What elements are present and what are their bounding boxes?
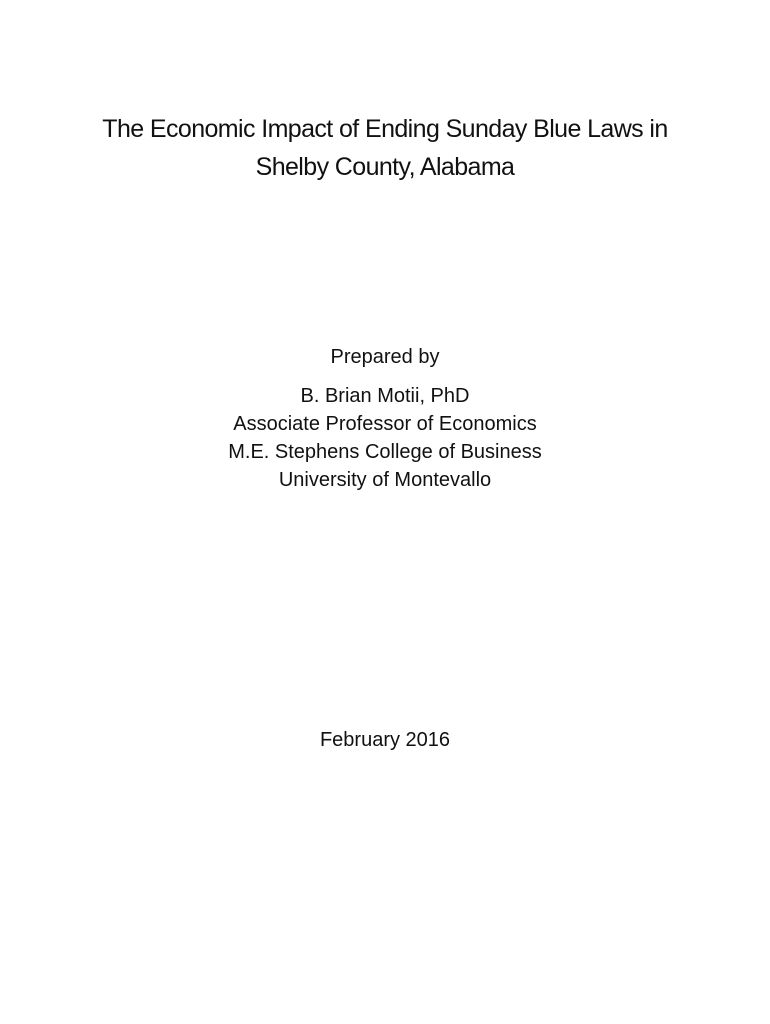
author-college: M.E. Stephens College of Business	[228, 441, 542, 463]
date-section	[0, 726, 770, 754]
author-university: University of Montevallo	[278, 469, 492, 491]
document-title	[0, 110, 770, 186]
author-name: B. Brian Motii, PhD	[300, 385, 470, 407]
title-line-2: Shelby County, Alabama	[255, 153, 515, 181]
title-line-1: The Economic Impact of Ending Sunday Blue Laws in	[102, 115, 668, 143]
author-position: Associate Professor of Economics	[233, 413, 537, 435]
prepared-by-label: Prepared by	[330, 346, 440, 368]
publication-date: February 2016	[319, 729, 451, 751]
prepared-by-section	[0, 343, 770, 494]
